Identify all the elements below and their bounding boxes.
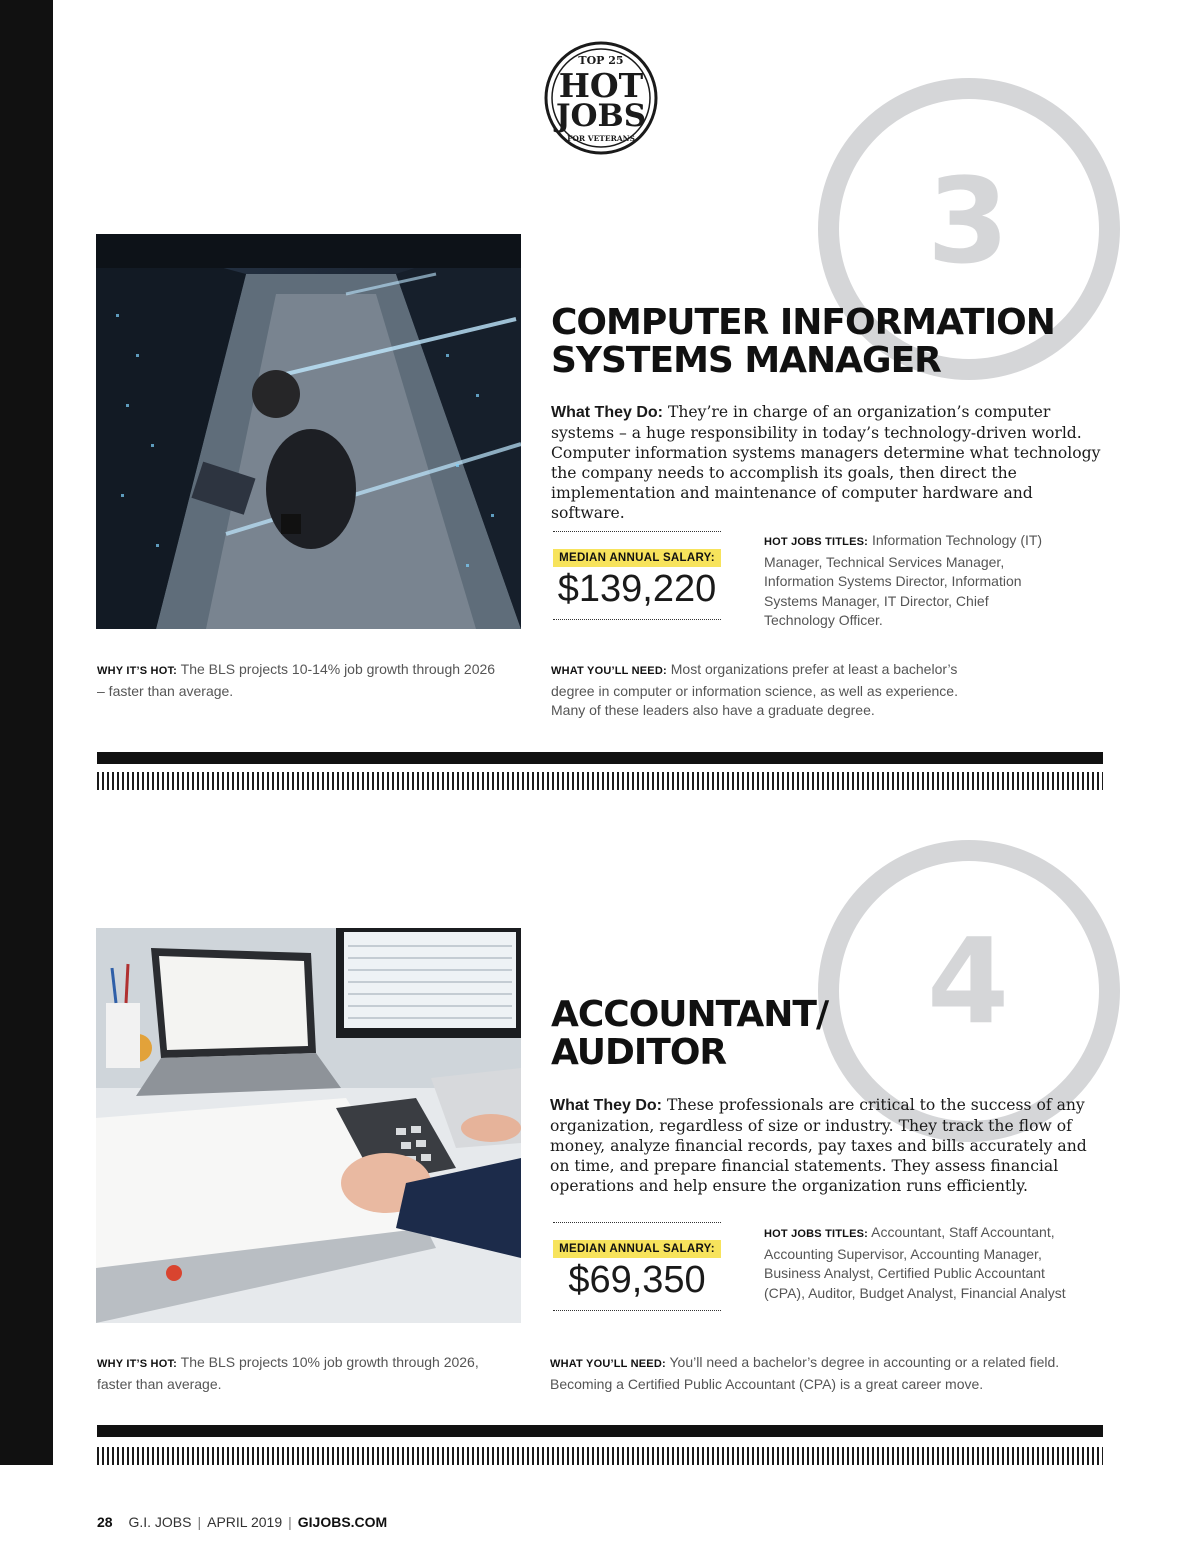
hot-job-titles-label: HOT JOBS TITLES: (764, 1228, 869, 1240)
why-its-hot-text: The BLS projects 10% job growth through 2026, faster than average. (97, 1354, 479, 1392)
hot-job-titles (764, 531, 1054, 631)
job-title-line1: ACCOUNTANT/ (551, 994, 829, 1035)
logo-bottom-text: FOR VETERANS (567, 134, 635, 143)
what-they-do-text: These professionals are critical to the success of any organization, regardless of size or industry. They track the flow of money, analyze financial records, pay taxes and bills accurately and on time, and prepare financial statements. They assess financial operations and help ensure the organization runs efficiently. (550, 1096, 1087, 1195)
logo-jobs-text: JOBS (555, 98, 647, 134)
server-room-photo (96, 234, 521, 629)
what-youll-need-label: WHAT YOU’LL NEED: (550, 1358, 666, 1370)
logo-hot-text: HOT (558, 66, 644, 105)
rank-number: 4 (926, 912, 1010, 1050)
salary-box (553, 1222, 721, 1311)
what-youll-need-text: Most organizations prefer at least a bachelor’s degree in computer or information science, as well as experience. Many of these leaders also have a graduate degree. (551, 661, 958, 718)
job-title-line2: AUDITOR (551, 1032, 727, 1073)
why-its-hot (97, 1353, 507, 1394)
salary-value: $69,350 (568, 1259, 706, 1301)
salary-label: MEDIAN ANNUAL SALARY: (553, 549, 721, 567)
what-they-do-text: They’re in charge of an organization’s computer systems – a huge responsibility in today’s technology-driven world. Computer information systems managers determine what technology the company needs to accomplish its goals, then direct the implementation and maintenance of computer hardware and software. (551, 403, 1101, 522)
logo-top-text: TOP 25 (578, 54, 624, 67)
what-youll-need-label: WHAT YOU’LL NEED: (551, 665, 667, 677)
publication-name: G.I. JOBS (128, 1514, 192, 1530)
salary-box (553, 531, 721, 620)
page-footer: 28 G.I. JOBS | APRIL 2019 | GIJOBS.COM (97, 1514, 388, 1530)
section-divider-bar (97, 752, 1103, 764)
job-title (551, 304, 1055, 380)
section-divider-ticks (97, 1447, 1103, 1465)
salary-value: $139,220 (557, 568, 717, 610)
salary-label: MEDIAN ANNUAL SALARY: (553, 1240, 721, 1258)
job-title-line1: COMPUTER INFORMATION (551, 302, 1055, 343)
why-its-hot (97, 660, 497, 701)
what-they-do-label: What They Do: (551, 404, 663, 421)
hot-jobs-logo (543, 40, 659, 156)
job-title-line2: SYSTEMS MANAGER (551, 340, 941, 381)
job-title (551, 996, 828, 1072)
hot-job-titles-text: Information Technology (IT) Manager, Technical Services Manager, Information Systems Director, Information Systems Manager, IT Director, Chief Technology Officer. (764, 532, 1043, 628)
what-youll-need-text: You’ll need a bachelor’s degree in accounting or a related field. Becoming a Certified Public Accountant (CPA) is a great career move. (550, 1354, 1060, 1392)
what-they-do-label: What They Do: (550, 1097, 662, 1114)
section-divider-ticks (97, 772, 1103, 790)
accounting-desk-photo (96, 928, 521, 1323)
what-they-do (551, 402, 1111, 523)
what-youll-need (551, 660, 991, 721)
what-youll-need (550, 1353, 1090, 1394)
issue-date: APRIL 2019 (207, 1514, 283, 1530)
why-its-hot-label: WHY IT’S HOT: (97, 1358, 178, 1370)
why-its-hot-label: WHY IT’S HOT: (97, 665, 178, 677)
why-its-hot-text: The BLS projects 10-14% job growth through 2026 – faster than average. (97, 661, 496, 699)
section-divider-bar (97, 1425, 1103, 1437)
page-number: 28 (97, 1514, 113, 1530)
hot-job-titles-text: Accountant, Staff Accountant, Accounting Supervisor, Accounting Manager, Business Analyst, Certified Public Accountant (CPA), Auditor, Budget Analyst, Financial Analyst (764, 1224, 1066, 1301)
rank-number: 3 (926, 152, 1010, 290)
left-edge-bar (0, 0, 53, 1465)
hot-job-titles (764, 1223, 1084, 1303)
website-link[interactable]: GIJOBS.COM (297, 1514, 388, 1530)
hot-job-titles-label: HOT JOBS TITLES: (764, 536, 869, 548)
what-they-do (550, 1095, 1110, 1196)
